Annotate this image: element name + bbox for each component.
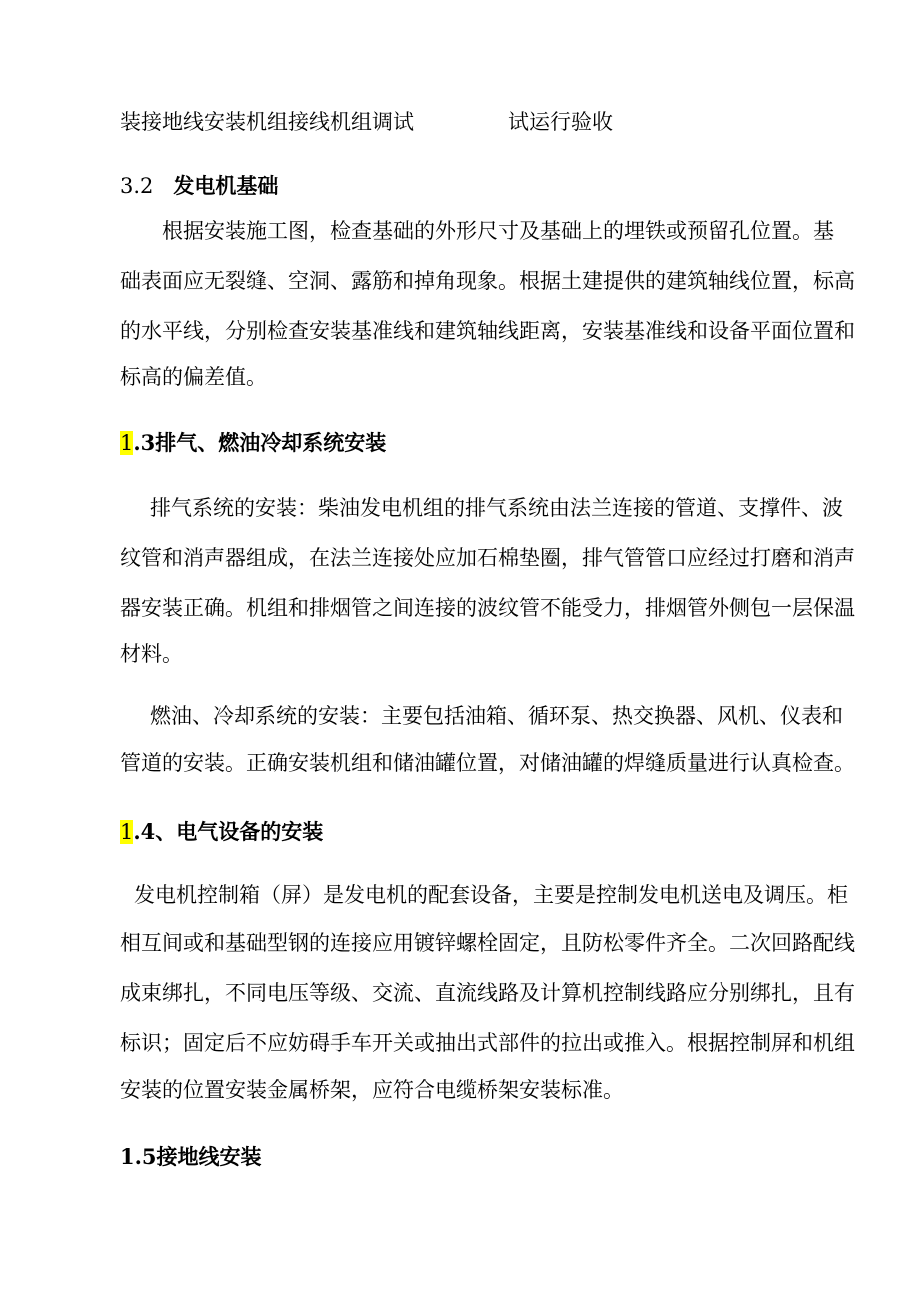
paragraph-line: 标高的偏差值。 (120, 365, 267, 389)
section-1-3-heading (120, 429, 386, 457)
section-title: .4、电气设备的安装 (133, 819, 324, 844)
highlighted-number: 1 (120, 820, 134, 844)
paragraph-line: 的水平线，分别检查安装基准线和建筑轴线距离，安装基准线和设备平面位置和 (120, 319, 855, 343)
paragraph-line: 纹管和消声器组成，在法兰连接处应加石棉垫圈，排气管管口应经过打磨和消声 (120, 546, 855, 570)
section-3-2-heading (120, 172, 278, 200)
section-title: 发电机基础 (173, 173, 279, 198)
paragraph-line: 础表面应无裂缝、空洞、露筋和掉角现象。根据土建提供的建筑轴线位置，标高 (120, 269, 855, 293)
flow-right-text: 试运行验收 (508, 110, 613, 134)
flow-left-text: 装接地线安装机组接线机组调试 (120, 110, 414, 134)
section-number: 3.2 (120, 174, 154, 198)
section-1-4-heading (120, 818, 323, 846)
paragraph-line: 排气系统的安装：柴油发电机组的排气系统由法兰连接的管道、支撑件、波 (150, 496, 843, 520)
flow-line (120, 108, 613, 136)
paragraph-line: 标识；固定后不应妨碍手车开关或抽出式部件的拉出或推入。根据控制屏和机组 (120, 1031, 855, 1055)
paragraph-line: 成束绑扎，不同电压等级、交流、直流线路及计算机控制线路应分别绑扎，且有 (120, 981, 855, 1005)
paragraph-line: 管道的安装。正确安装机组和储油罐位置，对储油罐的焊缝质量进行认真检查。 (120, 751, 855, 775)
paragraph-line: 材料。 (120, 642, 183, 666)
paragraph-line: 器安装正确。机组和排烟管之间连接的波纹管不能受力，排烟管外侧包一层保温 (120, 596, 855, 620)
section-1-5-heading: 1.5接地线安装 (120, 1144, 262, 1169)
paragraph-line: 燃油、冷却系统的安装：主要包括油箱、循环泵、热交换器、风机、仪表和 (150, 704, 843, 728)
paragraph-line: 相互间或和基础型钢的连接应用镀锌螺栓固定，且防松零件齐全。二次回路配线 (120, 931, 855, 955)
highlighted-number: 1 (120, 431, 134, 455)
paragraph-line: 发电机控制箱（屏）是发电机的配套设备，主要是控制发电机送电及调压。柜 (134, 883, 848, 907)
paragraph-line: 安装的位置安装金属桥架，应符合电缆桥架安装标准。 (120, 1078, 624, 1102)
section-title: .3排气、燃油冷却系统安装 (133, 430, 387, 455)
paragraph-line: 根据安装施工图，检查基础的外形尺寸及基础上的埋铁或预留孔位置。基 (162, 219, 834, 243)
